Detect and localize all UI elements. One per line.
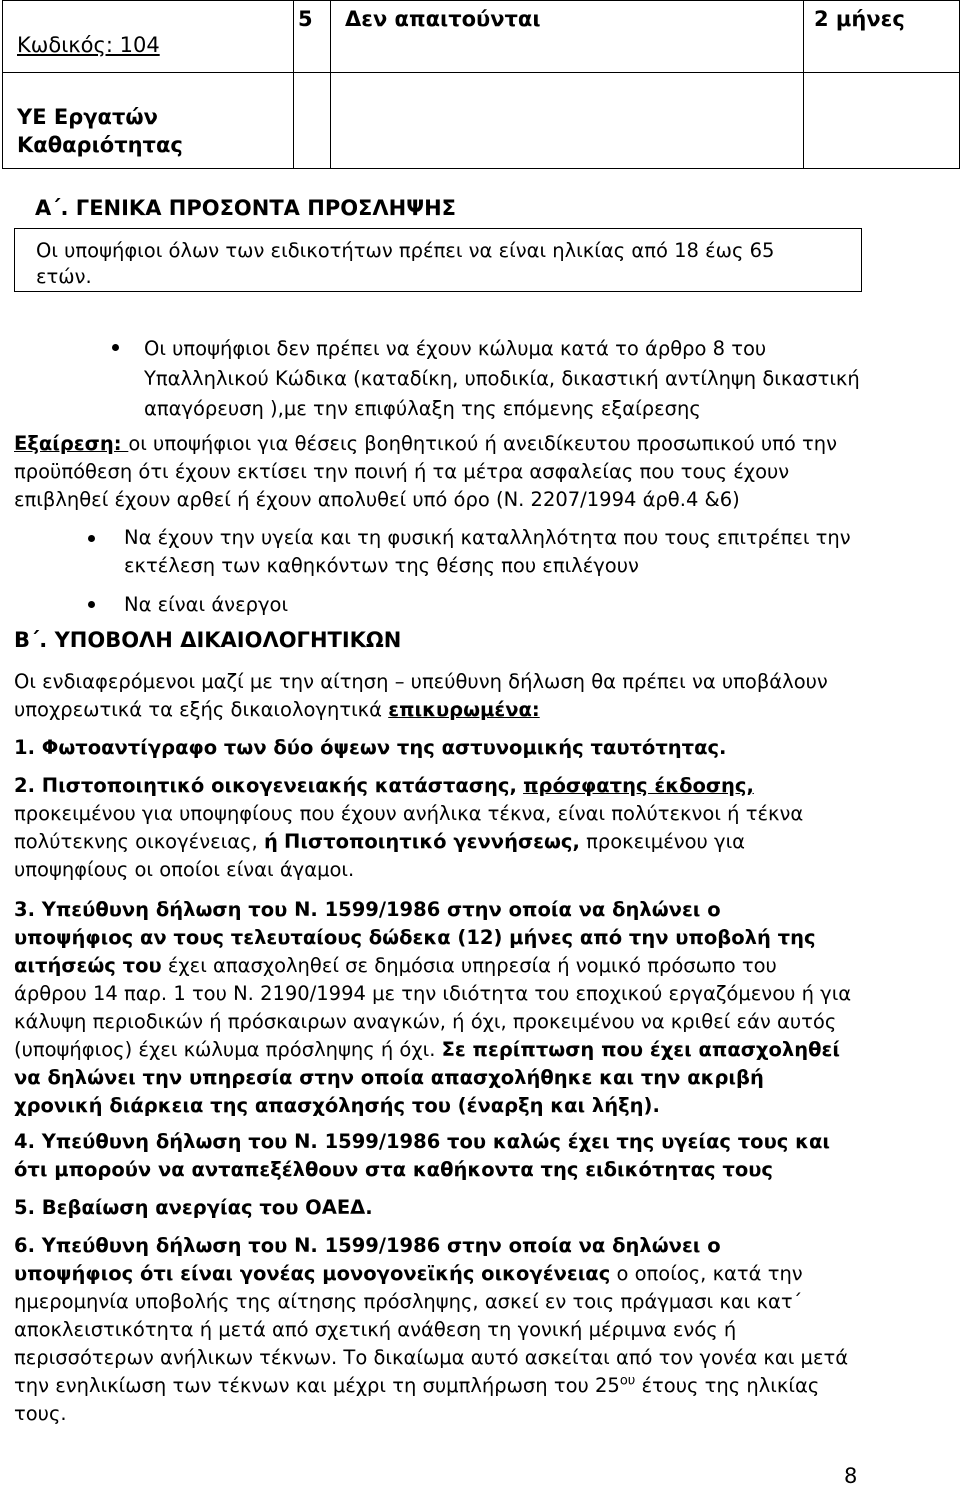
item3-line6-bold: Σε περίπτωση που έχει απασχοληθεί <box>441 1038 840 1061</box>
exception-line2: προϋπόθεση ότι έχουν εκτίσει την ποινή ή τα μέτρα ασφαλείας που τους έχουν <box>14 460 790 483</box>
item6-line3: ημερομηνία υποβολής της αίτησης πρόσληψης, ασκεί εν τοις πράγμασι και κατ΄ <box>14 1290 803 1313</box>
bullet2-line2: εκτέλεση των καθηκόντων της θέσης που επιλέγουν <box>124 554 639 577</box>
item3-line7: να δηλώνει την υπηρεσία στην οποία απασχολήθηκε και την ακριβή <box>14 1066 764 1089</box>
duration-value: 2 μήνες <box>814 7 905 31</box>
item6-sup: ου <box>619 1373 636 1389</box>
item6-line7: τους. <box>14 1402 67 1425</box>
bullet1-line3: απαγόρευση ),με την επιφύλαξη της επόμενης εξαίρεσης <box>144 397 701 420</box>
item3-line6 <box>14 1037 862 1063</box>
item4-line2: ότι μπορούν να ανταπεξέλθουν στα καθήκοντα της ειδικότητας τους <box>14 1158 773 1181</box>
item3-line1: 3. Υπεύθυνη δήλωση του Ν. 1599/1986 στην οποία να δηλώνει ο <box>14 898 721 921</box>
item6-line5: περισσότερων ανήλικων τέκνων. Το δικαίωμα αυτό ασκείται από τον γονέα και μετά <box>14 1346 849 1369</box>
requirement-cell <box>331 1 804 73</box>
item6-line6a: την ενηλικίωση των τέκνων και μέχρι τη συμπλήρωση του 25 <box>14 1374 620 1397</box>
exception-label: Εξαίρεση: <box>14 432 129 455</box>
item3-line4: άρθρου 14 παρ. 1 του Ν. 2190/1994 με την ιδιότητα του εποχικού εργαζόμενου ή για <box>14 982 852 1005</box>
item4-line1: 4. Υπεύθυνη δήλωση του Ν. 1599/1986 του καλώς έχει της υγείας τους και <box>14 1130 830 1153</box>
section-b-title: Β΄. ΥΠΟΒΟΛΗ ΔΙΚΑΙΟΛΟΓΗΤΙΚΩΝ <box>14 628 402 652</box>
item2-line4: υποψηφίους οι οποίοι είναι άγαμοι. <box>14 858 355 881</box>
item3-line3 <box>14 953 862 979</box>
item2-or: ή <box>263 830 278 853</box>
item3-line3-bold: αιτήσεώς του <box>14 954 162 977</box>
item6-line6b: έτους της ηλικίας <box>635 1374 820 1397</box>
item6-line1: 6. Υπεύθυνη δήλωση του Ν. 1599/1986 στην οποία να δηλώνει ο <box>14 1234 721 1257</box>
code-label: Κωδικός: 104 <box>17 33 160 57</box>
item2-head: 2. Πιστοποιητικό οικογενειακής κατάστασης, <box>14 774 517 797</box>
requirement-value: Δεν απαιτούνται <box>345 7 541 31</box>
section-a-title: Α΄. ΓΕΝΙΚΑ ΠΡΟΣΟΝΤΑ ΠΡΟΣΛΗΨΗΣ <box>35 196 456 220</box>
number-cell <box>294 1 331 73</box>
item1: 1. Φωτοαντίγραφο των δύο όψεων της αστυνομικής ταυτότητας. <box>14 736 727 759</box>
bullet3: Να είναι άνεργοι <box>124 593 289 616</box>
item2-line3 <box>14 829 862 855</box>
intro-line1: Οι ενδιαφερόμενοι μαζί με την αίτηση – υπεύθυνη δήλωση θα πρέπει να υποβάλουν <box>14 670 828 693</box>
number-value: 5 <box>298 7 313 31</box>
position-cell <box>3 73 294 169</box>
bullet-icon <box>112 344 119 351</box>
exception-text: οι υποψήφιοι για θέσεις βοηθητικού ή ανειδίκευτου προσωπικού υπό την <box>128 432 838 455</box>
duration-cell <box>804 1 960 73</box>
bullet-icon <box>88 601 95 608</box>
bullet-icon <box>88 535 95 542</box>
item3-line5: κάλυψη περιοδικών ή πρόσκαιρων αναγκών, ή όχι, προκειμένου να κριθεί εάν αυτός <box>14 1010 837 1033</box>
page-number: 8 <box>844 1464 858 1488</box>
item6-line4: αποκλειστικότητα ή μετά από σχετική ανάθεση τη γονική μέριμνα ενός ή <box>14 1318 737 1341</box>
exception-line1 <box>14 431 862 457</box>
empty-cell <box>294 73 331 169</box>
item2-line1 <box>14 773 862 799</box>
item6-line2-bold: υποψήφιος ότι είναι γονέας μονογονεϊκής οικογένειας <box>14 1262 611 1285</box>
item2-birth: Πιστοποιητικό γεννήσεως, <box>284 830 580 853</box>
item5: 5. Βεβαίωση ανεργίας του ΟΑΕΔ. <box>14 1196 373 1219</box>
item3-line2: υποψήφιος αν τους τελευταίους δώδεκα (12) μήνες από την υποβολή της <box>14 926 816 949</box>
intro-line2 <box>14 697 540 723</box>
exception-line3: επιβληθεί έχουν αρθεί ή έχουν απολυθεί υπό όρο (Ν. 2207/1994 άρθ.4 &6) <box>14 488 740 511</box>
item3-line3-rest: έχει απασχοληθεί σε δημόσια υπηρεσία ή νομικό πρόσωπο του <box>161 954 777 977</box>
item6-line2 <box>14 1261 862 1287</box>
item3-line6-rest: (υποψήφιος) έχει κώλυμα πρόσληψης ή όχι. <box>14 1038 442 1061</box>
intro-text: υποχρεωτικά τα εξής δικαιολογητικά <box>14 698 389 721</box>
position-line1: ΥΕ Εργατών <box>17 105 158 129</box>
header-table <box>2 0 960 169</box>
age-text-line1: Οι υποψήφιοι όλων των ειδικοτήτων πρέπει να είναι ηλικίας από 18 έως 65 <box>36 239 775 262</box>
empty-cell <box>804 73 960 169</box>
item3-line8: χρονική διάρκεια της απασχόλησής του (έναρξη και λήξη). <box>14 1094 660 1117</box>
position-line2: Καθαριότητας <box>17 133 183 157</box>
item2-line3a: πολύτεκνης οικογένειας, <box>14 830 258 853</box>
empty-cell <box>331 73 804 169</box>
item6-line2-rest: ο οποίος, κατά την <box>610 1262 803 1285</box>
item2-line3b: προκειμένου για <box>586 830 746 853</box>
item2-line2: προκειμένου για υποψηφίους που έχουν ανήλικα τέκνα, είναι πολύτεκνοι ή τέκνα <box>14 802 804 825</box>
code-cell <box>3 1 294 73</box>
item2-recent: πρόσφατης έκδοσης, <box>523 774 754 797</box>
bullet2-line1: Να έχουν την υγεία και τη φυσική καταλληλότητα που τους επιτρέπει την <box>124 526 851 549</box>
bullet1-line1: Οι υποψήφιοι δεν πρέπει να έχουν κώλυμα κατά το άρθρο 8 του <box>144 337 767 360</box>
intro-certified: επικυρωμένα: <box>388 698 540 721</box>
bullet1-line2: Υπαλληλικού Κώδικα (καταδίκη, υποδικία, δικαστική αντίληψη δικαστική <box>144 367 860 390</box>
item6-line6 <box>14 1373 862 1399</box>
age-text-line2: ετών. <box>36 265 92 288</box>
